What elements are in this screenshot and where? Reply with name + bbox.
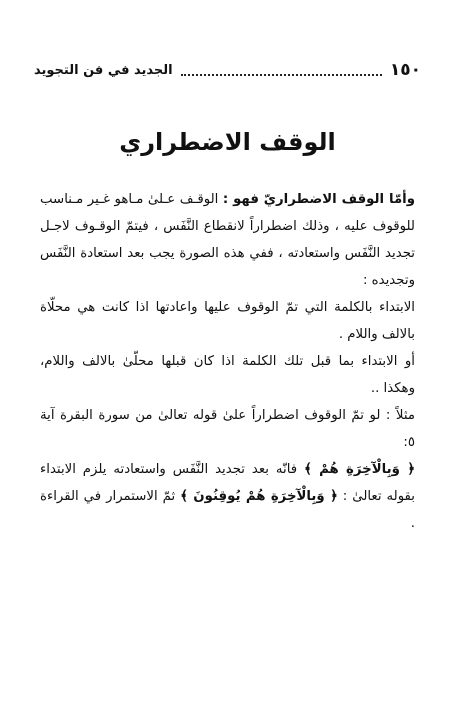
ornate-bracket-close: ﴾ bbox=[304, 462, 312, 477]
running-header bbox=[34, 58, 421, 82]
ornate-bracket-open: ﴿ bbox=[330, 489, 338, 504]
ornate-bracket-close: ﴾ bbox=[180, 489, 188, 504]
example-middle: فانّه بعد تجديد النَّفَس واستعادته يلزم الابتداء بقوله تعالىٰ : bbox=[40, 462, 415, 504]
paragraph-definition bbox=[40, 186, 415, 294]
paragraph-rule-two: أو الابتداء بما قبل تلك الكلمة اذا كان قبلها محلّىٰ بالالف واللام، وهكذا .. bbox=[40, 354, 415, 396]
body-text bbox=[40, 186, 415, 537]
paragraph-example bbox=[40, 402, 415, 537]
example-lead: مثلاً : لو تمّ الوقوف اضطراراً علىٰ قوله تعالىٰ من سورة البقرة آية ٥: bbox=[40, 408, 415, 450]
example-end: ثمّ الاستمرار في القراءة . bbox=[40, 489, 415, 531]
ornate-bracket-open: ﴿ bbox=[407, 462, 415, 477]
section-title: الوقف الاضطراري bbox=[119, 128, 336, 156]
paragraph-lead: وأمّا الوقف الاضطراريّ فهو : bbox=[222, 192, 415, 207]
page-number: ١٥٠ bbox=[389, 60, 421, 80]
paragraph-text: الوقـف عـلىٰ مـاهو غـير مـناسب للوقوف عليه ، وذلك اضطراراً لانقطاع النَّفَس ، فيتمّ الوقـوف لاجـل تجديد النَّفَس واستعادته ، ففي هذه الصورة يجب بعد استعادة النَّفَس وتجديده : bbox=[40, 192, 415, 288]
quran-verse-fragment: وَبِالْآخِرَةِ هُمْ bbox=[311, 462, 408, 477]
book-title: الجديد في فن التجويد bbox=[34, 62, 173, 78]
quran-verse-full: وَبِالْآخِرَةِ هُمْ يُوقِنُونَ bbox=[187, 489, 331, 504]
header-dotted-leader bbox=[181, 64, 382, 76]
paragraph-rule-one: الابتداء بالكلمة التي تمّ الوقوف عليها واعادتها اذا كانت هي محلّاة بالالف واللام . bbox=[40, 300, 415, 342]
